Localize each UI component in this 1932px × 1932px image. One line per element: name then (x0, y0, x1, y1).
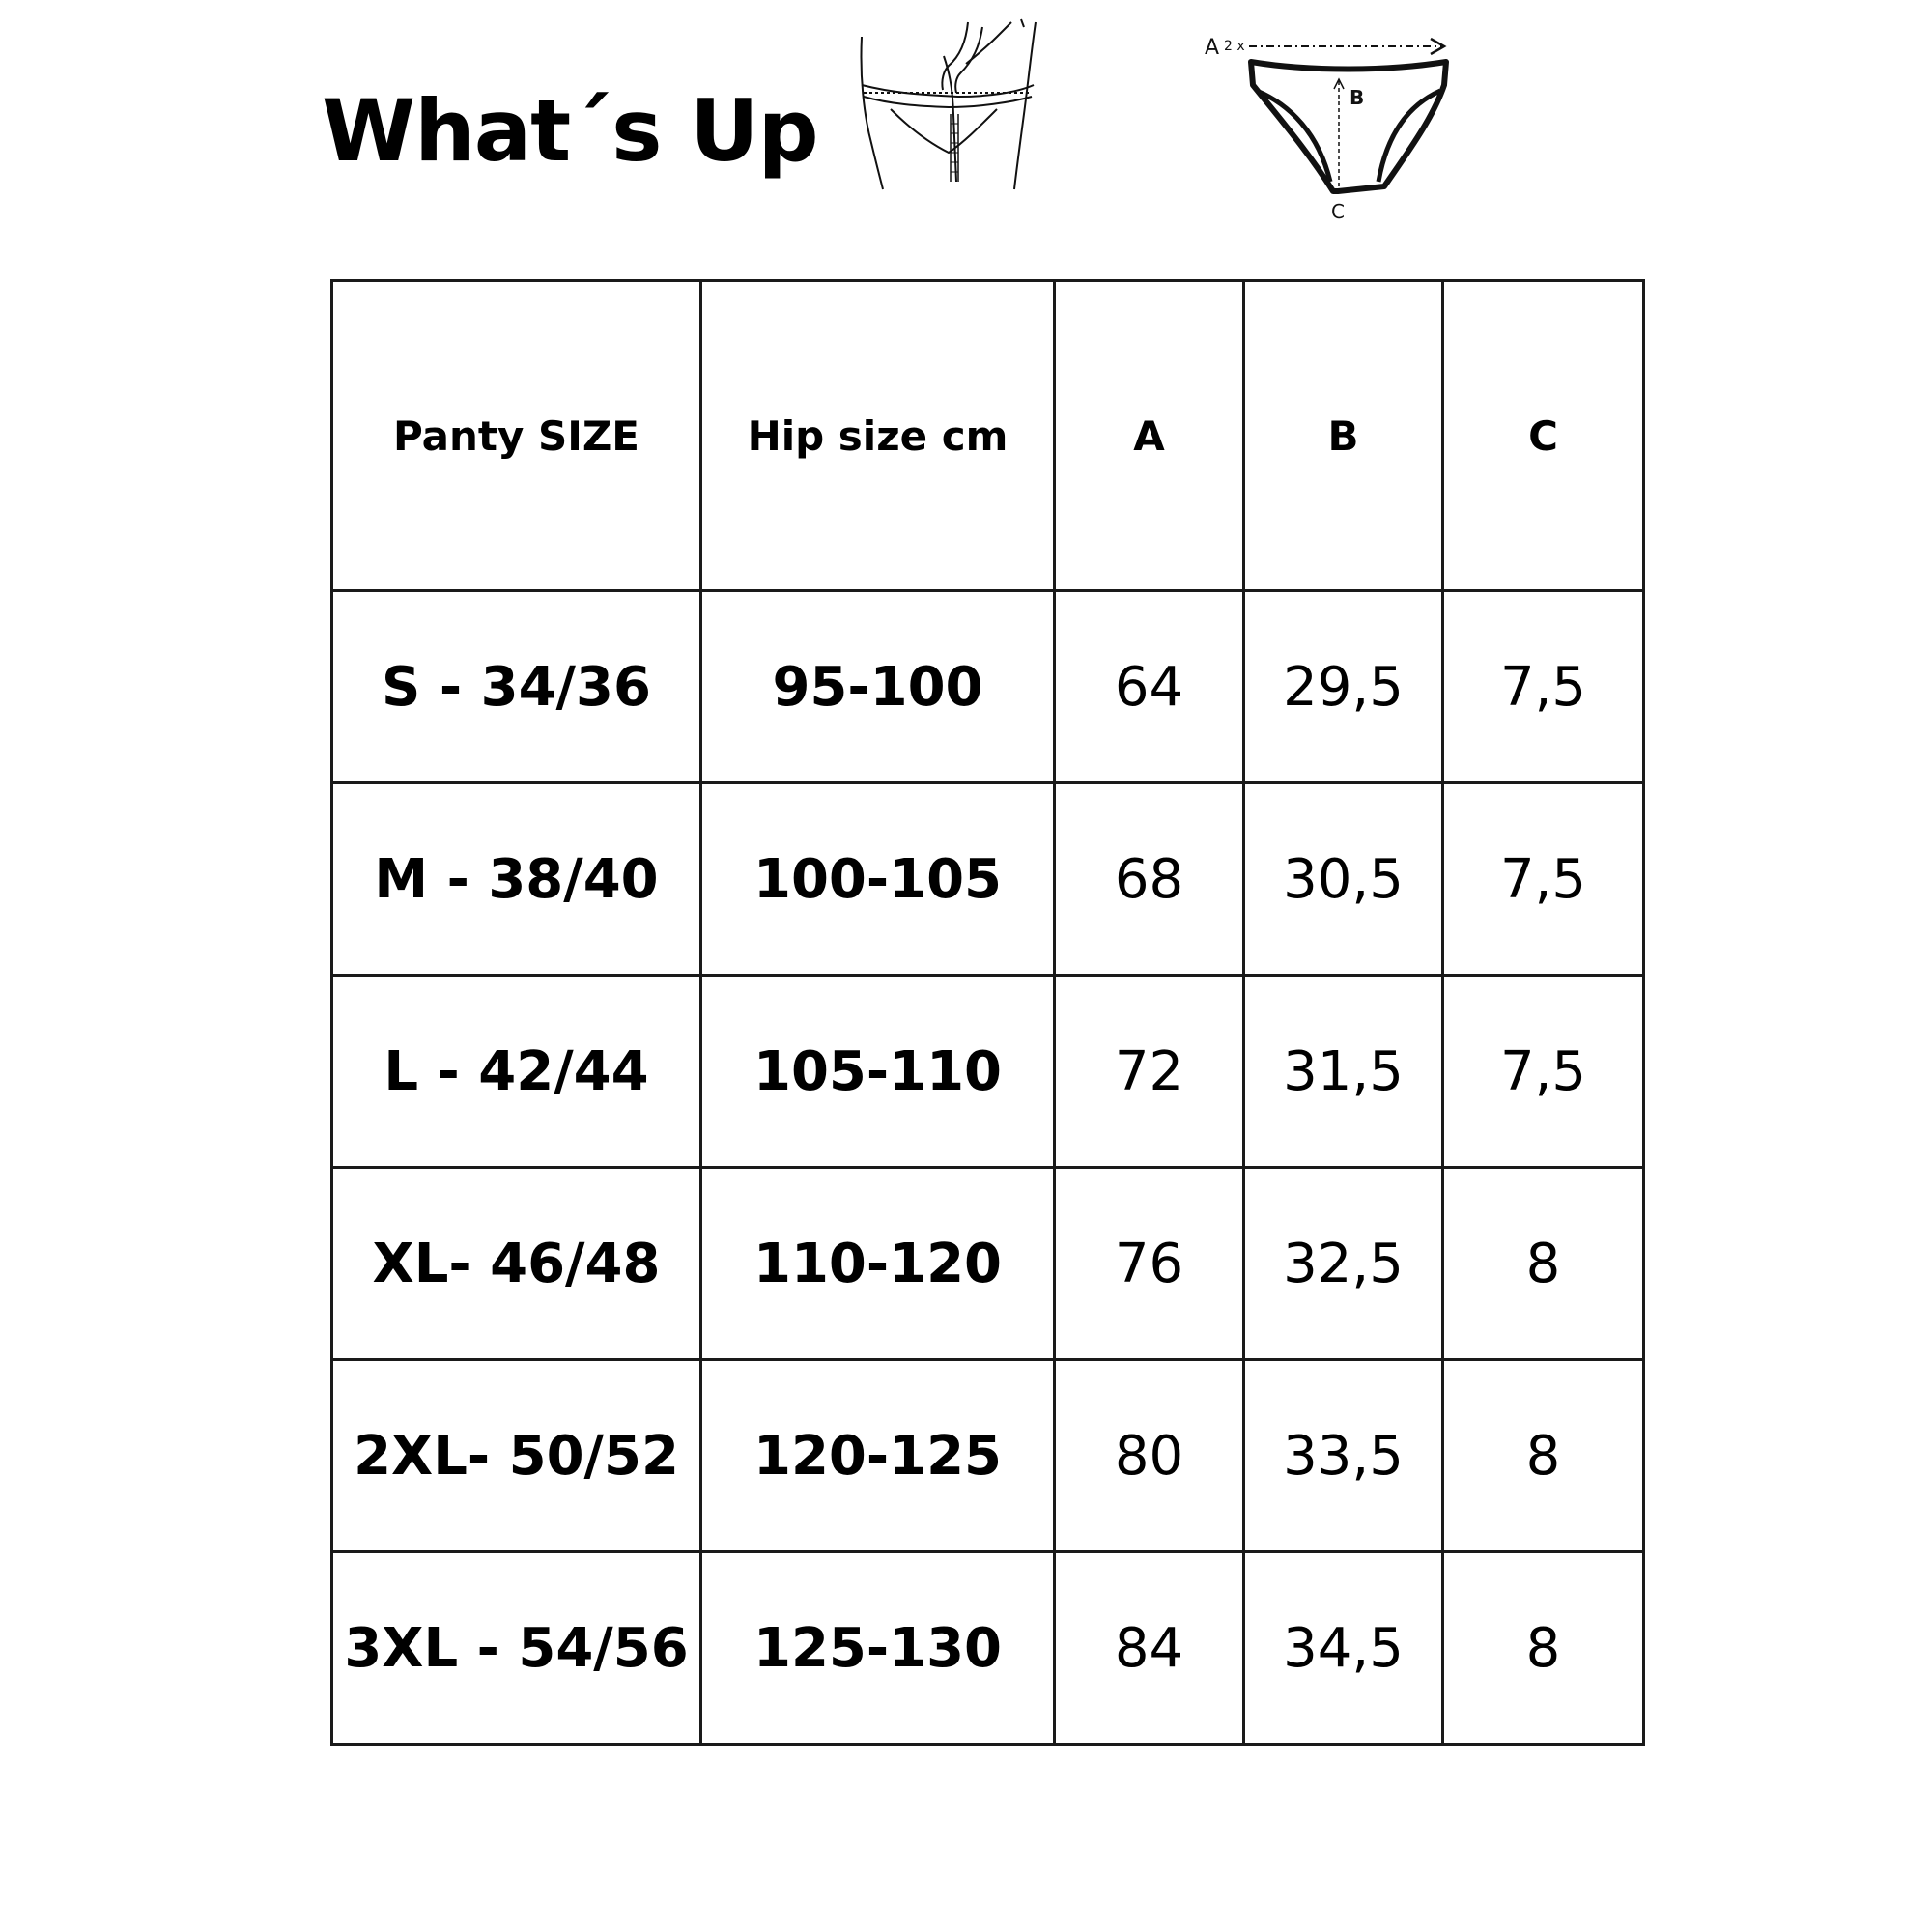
table-row (332, 976, 1644, 1168)
cell-a: 72 (1055, 976, 1244, 1168)
cell-hip-size: 125-130 (701, 1552, 1055, 1745)
brand-title: What´s Up (322, 81, 818, 181)
cell-panty-size: M - 38/40 (332, 783, 701, 976)
cell-c: 7,5 (1443, 591, 1644, 783)
diagram-label-c: C (1331, 200, 1345, 223)
cell-c: 8 (1443, 1168, 1644, 1360)
cell-hip-size: 95-100 (701, 591, 1055, 783)
cell-b: 30,5 (1244, 783, 1443, 976)
header-hip-size: Hip size cm (701, 281, 1055, 591)
cell-panty-size: S - 34/36 (332, 591, 701, 783)
panty-diagram-icon (1203, 27, 1459, 225)
cell-panty-size: 3XL - 54/56 (332, 1552, 701, 1745)
header-panty-size: Panty SIZE (332, 281, 701, 591)
cell-hip-size: 105-110 (701, 976, 1055, 1168)
header-b: B (1244, 281, 1443, 591)
cell-panty-size: L - 42/44 (332, 976, 701, 1168)
cell-a: 64 (1055, 591, 1244, 783)
cell-panty-size: XL- 46/48 (332, 1168, 701, 1360)
table-row (332, 1552, 1644, 1745)
cell-a: 84 (1055, 1552, 1244, 1745)
cell-c: 8 (1443, 1552, 1644, 1745)
cell-hip-size: 110-120 (701, 1168, 1055, 1360)
cell-b: 31,5 (1244, 976, 1443, 1168)
cell-panty-size: 2XL- 50/52 (332, 1360, 701, 1552)
cell-c: 7,5 (1443, 976, 1644, 1168)
diagram-label-b: B (1350, 86, 1365, 109)
table-header-row (332, 281, 1644, 591)
header-a: A (1055, 281, 1244, 591)
cell-hip-size: 100-105 (701, 783, 1055, 976)
cell-c: 7,5 (1443, 783, 1644, 976)
cell-a: 76 (1055, 1168, 1244, 1360)
cell-a: 68 (1055, 783, 1244, 976)
diagram-label-a-multiplier: 2 x (1224, 39, 1245, 54)
cell-b: 32,5 (1244, 1168, 1443, 1360)
header-c: C (1443, 281, 1644, 591)
table-row (332, 591, 1644, 783)
cell-hip-size: 120-125 (701, 1360, 1055, 1552)
table-row (332, 1168, 1644, 1360)
cell-a: 80 (1055, 1360, 1244, 1552)
diagram-label-a: A (1205, 36, 1220, 60)
hip-measurement-icon (852, 17, 1045, 191)
table-row (332, 1360, 1644, 1552)
size-chart-table (330, 279, 1645, 1746)
cell-c: 8 (1443, 1360, 1644, 1552)
cell-b: 33,5 (1244, 1360, 1443, 1552)
cell-b: 29,5 (1244, 591, 1443, 783)
table-row (332, 783, 1644, 976)
cell-b: 34,5 (1244, 1552, 1443, 1745)
